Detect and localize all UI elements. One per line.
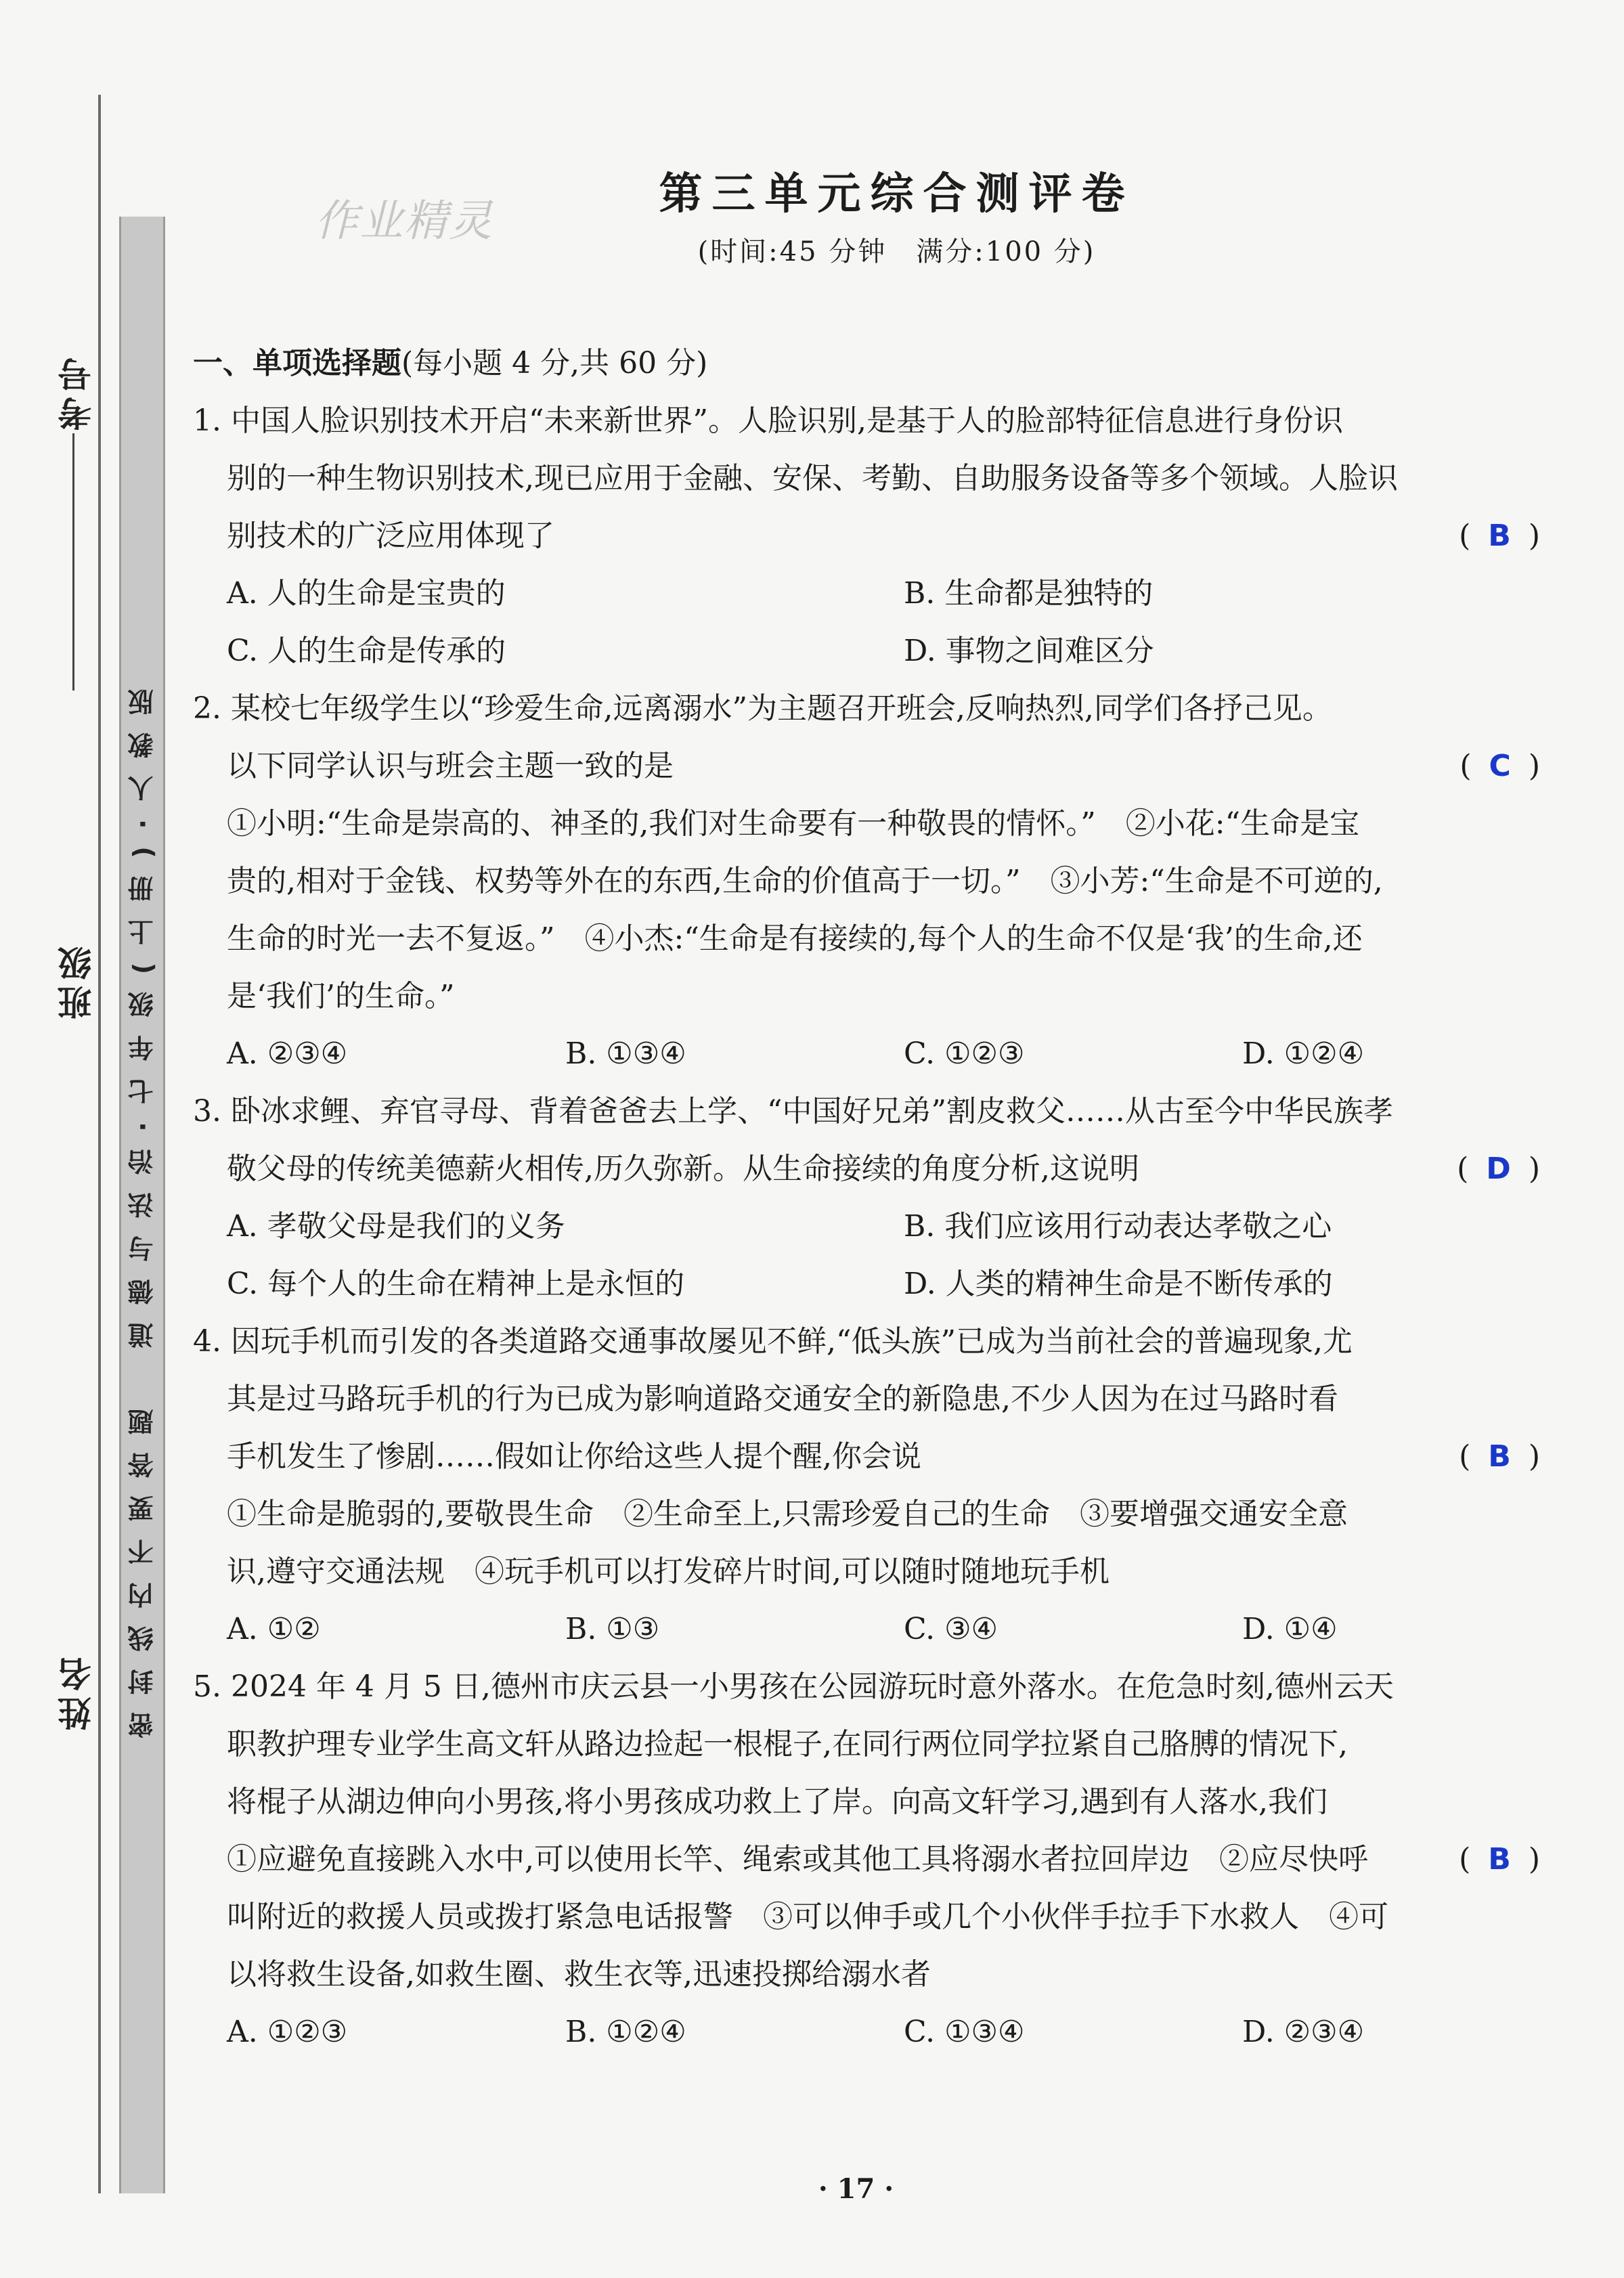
field-label: 班级 (58, 941, 97, 1020)
answer-letter: D (1486, 1152, 1511, 1186)
options-group (193, 2003, 1540, 2061)
statement-line: 生命的时光一去不复返。” ④小杰:“生命是有接续的,每个人的生命不仅是‘我’的生命,还 (227, 921, 1363, 956)
section-title (193, 335, 1540, 392)
question-stem-line: 敬父母的传统美德薪火相传,历久弥新。从生命接续的角度分析,这说明 ( D ) (193, 1140, 1540, 1198)
statement-line: ①应避免直接跳入水中,可以使用长竿、绳索或其他工具将溺水者拉回岸边 ②应尽快呼 (227, 1842, 1368, 1877)
option-c: C. 人的生命是传承的 (227, 634, 506, 668)
question-1 (193, 392, 1540, 680)
question-stem-line: 别的一种生物识别技术,现已应用于金融、安保、考勤、自助服务设备等多个领域。人脸识 (227, 461, 1398, 496)
answer-slot (1459, 1428, 1540, 1485)
statement-line: 贵的,相对于金钱、权势等外在的东西,生命的价值高于一切。” ③小芳:“生命是不可逆的, (227, 864, 1383, 898)
field-label: 姓名 (58, 1652, 97, 1730)
option-c: C. 每个人的生命在精神上是永恒的 (227, 1267, 685, 1301)
answer-bracket-open: ( (1460, 749, 1472, 783)
section-note: (每小题 4 分,共 60 分) (401, 346, 708, 380)
answer-bracket-close: ) (1528, 749, 1540, 783)
question-stem-line: 2. 某校七年级学生以“珍爱生命,远离溺水”为主题召开班会,反响热烈,同学们各抒己见。 (193, 691, 1332, 726)
question-stem-line: 4. 因玩手机而引发的各类道路交通事故屡见不鲜,“低头族”已成为当前社会的普遍现象,尤 (193, 1324, 1353, 1359)
options-group (193, 1198, 1540, 1313)
option-b: B. 我们应该用行动表达孝敬之心 (904, 1209, 1332, 1244)
question-stem-line: 其是过马路玩手机的行为已成为影响道路交通安全的新隐患,不少人因为在过马路时看 (227, 1382, 1338, 1416)
answer-slot (1459, 507, 1540, 565)
page-subtitle: (时间:45 分钟 满分:100 分) (697, 236, 1096, 267)
options-group (193, 1600, 1540, 1658)
question-list (193, 392, 1540, 2061)
answer-letter: B (1488, 1439, 1511, 1474)
page-number: · 17 · (818, 2173, 894, 2205)
option-d: D. ②③④ (1242, 2015, 1365, 2049)
option-b: B. ①②④ (565, 2015, 686, 2049)
answer-bracket-close: ) (1528, 519, 1540, 553)
answer-bracket-close: ) (1528, 1152, 1540, 1186)
option-d: D. ①④ (1242, 1612, 1338, 1646)
page-title: 第三单元综合测评卷 (659, 169, 1135, 219)
answer-bracket-open: ( (1459, 1439, 1471, 1474)
question-stem-line: 职教护理专业学生高文轩从路边捡起一根棍子,在同行两位同学拉紧自己胳膊的情况下, (227, 1727, 1348, 1761)
statement-line: 识,遵守交通法规 ④玩手机可以打发碎片时间,可以随时随地玩手机 (227, 1554, 1110, 1589)
option-c: C. ①③④ (904, 2015, 1025, 2049)
field-class (53, 941, 102, 1020)
question-5 (193, 1658, 1540, 2061)
statement-line: 以将救生设备,如救生圈、救生衣等,迅速投掷给溺水者 (227, 1957, 931, 1992)
question-stem-line: 5. 2024 年 4 月 5 日,德州市庆云县一小男孩在公园游玩时意外落水。在危急时刻,德州云天 (193, 1669, 1394, 1704)
answer-bracket-close: ) (1528, 1439, 1540, 1474)
option-b: B. ①③ (565, 1612, 660, 1646)
question-content (193, 335, 1540, 2061)
field-label: 考号 (58, 352, 97, 431)
question-2 (193, 680, 1540, 1082)
options-group (193, 565, 1540, 680)
section-title-text: 一、单项选择题 (193, 346, 401, 380)
options-group (193, 1025, 1540, 1082)
statement-line: ①生命是脆弱的,要敬畏生命 ②生命至上,只需珍爱自己的生命 ③要增强交通安全意 (227, 1497, 1348, 1531)
option-d: D. ①②④ (1242, 1036, 1365, 1071)
question-stem-line: 别技术的广泛应用体现了 ( B ) (193, 507, 1540, 565)
option-a: A. ①②③ (227, 2015, 348, 2049)
option-c: C. ①②③ (904, 1036, 1025, 1071)
question-stem-line: 将棍子从湖边伸向小男孩,将小男孩成功救上了岸。向高文轩学习,遇到有人落水,我们 (227, 1784, 1327, 1819)
option-c: C. ③④ (904, 1612, 998, 1646)
answer-bracket-open: ( (1457, 1152, 1469, 1186)
statement-line: 叫附近的救援人员或拨打紧急电话报警 ③可以伸手或几个小伙伴手拉手下水救人 ④可 (227, 1900, 1388, 1934)
option-a: A. ②③④ (227, 1036, 348, 1071)
option-d: D. 事物之间难区分 (904, 634, 1154, 668)
option-b: B. ①③④ (565, 1036, 686, 1071)
question-4 (193, 1313, 1540, 1658)
question-stem-line: 以下同学认识与班会主题一致的是 ( C ) (193, 737, 1540, 795)
answer-slot (1460, 737, 1540, 795)
field-exam-number (53, 352, 102, 431)
option-b: B. 生命都是独特的 (904, 576, 1154, 611)
answer-bracket-open: ( (1459, 519, 1471, 553)
answer-bracket-open: ( (1459, 1842, 1471, 1877)
answer-letter: C (1489, 749, 1511, 783)
question-stem-line: 3. 卧冰求鲤、弃官寻母、背着爸爸去上学、“中国好兄弟”割皮救父……从古至今中华民族孝 (193, 1094, 1393, 1129)
field-name (53, 1652, 102, 1730)
field-line-exam-number (72, 433, 74, 691)
option-a: A. 孝敬父母是我们的义务 (227, 1209, 565, 1244)
option-d: D. 人类的精神生命是不断传承的 (904, 1267, 1333, 1301)
answer-letter: B (1488, 1842, 1511, 1877)
question-stem-line: 1. 中国人脸识别技术开启“未来新世界”。人脸识别,是基于人的脸部特征信息进行身份识 (193, 403, 1343, 438)
seal-text: 密封线内不要答题 道德与法治·七年级(上册)·人教版 (127, 672, 158, 1738)
statement-line: 是‘我们’的生命。” (227, 979, 455, 1013)
option-a: A. ①② (227, 1612, 321, 1646)
option-a: A. 人的生命是宝贵的 (227, 576, 506, 611)
answer-bracket-close: ) (1528, 1842, 1540, 1877)
answer-slot (1457, 1140, 1540, 1198)
answer-letter: B (1488, 519, 1511, 553)
watermark: 作业精灵 (315, 196, 493, 246)
seal-strip (119, 217, 165, 2193)
question-3 (193, 1082, 1540, 1313)
statement-line: ①小明:“生命是崇高的、神圣的,我们对生命要有一种敬畏的情怀。” ②小花:“生命是宝 (227, 806, 1360, 841)
question-stem-line: 手机发生了惨剧……假如让你给这些人提个醒,你会说 ( B ) (193, 1428, 1540, 1485)
